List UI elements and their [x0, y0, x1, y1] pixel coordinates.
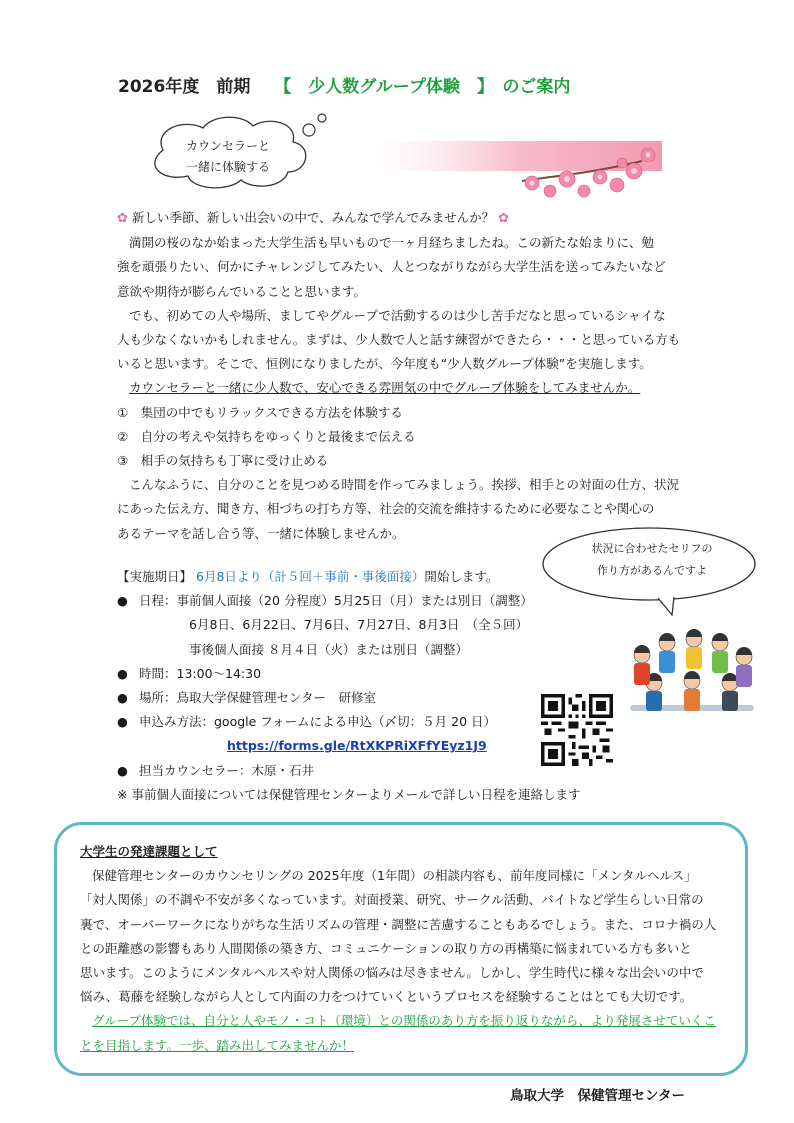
bullet-icon: ● [117, 762, 128, 778]
panel-content [80, 840, 730, 1058]
closing-line: あるテーマを話し合う等、一緒に体験しませんか。 [117, 525, 405, 541]
bullet-icon: ● [117, 665, 128, 681]
footer-organization: 鳥取大学 保健管理センター [510, 1088, 685, 1104]
application-form-link[interactable]: https://forms.gle/RtXKPRiXFfYEyz1J9 [227, 738, 487, 754]
date-line-3: 事後個人面接 ８月４日（火）または別日（調整） [189, 641, 468, 657]
title-year: 2026年度 前期 [118, 77, 251, 97]
date-row [117, 589, 637, 613]
cloud-line-1: カウンセラーと [185, 139, 270, 153]
intro-line: 意欲や期待が膨らんでいることと思います。 [117, 283, 367, 299]
bullet-icon: ● [117, 714, 128, 730]
note-text: ※ 事前個人面接については保健管理センターよりメールで詳しい日程を連絡します [117, 786, 581, 802]
panel-green-line-1: グループ体験では、自分と人やモノ・コト（環境）との関係のあり方を振り返りながら、より発展させていくこ [92, 1013, 716, 1029]
date-line-1: 日程：事前個人面接（20 分程度）5月25日（月）または別日（調整） [139, 593, 533, 609]
period-label: 【実施期日】 [117, 569, 193, 584]
panel-line: との距離感の影響もあり人間関係の築き方、コミュニケーションの取り方の再構築に悩まれている方も多いと [80, 940, 692, 956]
panel-line: 保健管理センターのカウンセリングの 2025年度（1年間）の相談内容も、前年度同様に「メンタルヘルス」 [92, 868, 697, 884]
cloud-text [163, 136, 293, 178]
date-line-2: 6月8日、6月22日、7月6日、7月27日、8月3日 （全５回） [189, 617, 529, 633]
group-counseling-illustration [622, 625, 762, 735]
page-title [118, 72, 570, 97]
cloud-line-2: 一緒に体験する [185, 160, 270, 174]
time-text: 時間：13:00～14:30 [139, 665, 262, 681]
intro-underlined: カウンセラーと一緒に少人数で、安心できる雰囲気の中でグループ体験をしてみませんか。 [129, 380, 641, 396]
intro-lead-row [117, 206, 687, 231]
period-row [117, 565, 637, 589]
point-item: ③ 相手の気持ちも丁寧に受け止める [117, 453, 329, 469]
bullet-icon: ● [117, 690, 128, 706]
place-text: 場所：鳥取大学保健管理センター 研修室 [139, 690, 377, 706]
flower-icon: ✿ [117, 211, 128, 226]
intro-lead: 新しい季節、新しい出会いの中で、みんなで学んでみませんか？ [131, 210, 495, 225]
counselor-text: 担当カウンセラー：木原・石井 [139, 762, 315, 778]
intro-line: 強を頑張りたい、何かにチャレンジしてみたい、人とつながりながら大学生活を送ってみたいなど [117, 259, 666, 275]
schedule-section [117, 565, 637, 807]
time-row [117, 662, 637, 686]
intro-line: でも、初めての人や場所、ましてやグループで活動するのは少し苦手だなと思っているシャイな [129, 307, 666, 323]
flower-icon: ✿ [498, 211, 510, 226]
panel-line: 思います。このようにメンタルヘルスや対人関係の悩みは尽きません。しかし、学生時代に様々な出会いの中で [80, 965, 704, 981]
intro-line: 満開の桜のなか始まった大学生活も早いもので一ヶ月経ちましたね。この新たな始まりに、勉 [129, 235, 655, 251]
bullet-icon: ● [117, 593, 128, 609]
apply-text: 申込み方法：google フォームによる申込（〆切：５月 20 日） [139, 714, 497, 730]
panel-green-line-2: とを目指します。一歩、踏み出してみませんか！ [80, 1037, 355, 1053]
bubble-line-2: 作り方があるんですよ [597, 564, 707, 577]
closing-line: こんなふうに、自分のことを見つめる時間を作ってみましょう。挨拶、相手との対面の仕方、状況 [129, 477, 680, 493]
qr-code-icon[interactable] [541, 694, 613, 766]
closing-line: にあった伝え方、聞き方、相づちの打ち方等、社会的交流を維持するために必要なことや関心の [117, 501, 655, 517]
point-item: ② 自分の考えや気持ちをゆっくりと最後まで伝える [117, 428, 416, 444]
period-value: 6月8日より（計５回＋事前・事後面接） [196, 569, 425, 584]
panel-line: 裏で、オーバーワークになりがちな生活リズムの管理・調整に苦慮することもあるでしょう。また、コロナ禍の人 [80, 916, 717, 932]
panel-line: 悩み、葛藤を経験しながら人として内面の力をつけていくというプロセスを経験することはとても大切です。 [80, 989, 693, 1005]
cherry-blossom-illustration [372, 133, 662, 203]
intro-section [117, 206, 687, 546]
period-tail: 開始します。 [424, 569, 499, 584]
panel-line: 「対人関係」の不調や不安が多くなっています。対面授業、研究、サークル活動、バイトなど学生らしい日常の [80, 892, 704, 908]
point-item: ① 集団の中でもリラックスできる方法を体験する [117, 404, 403, 420]
panel-heading: 大学生の発達課題として [80, 844, 218, 859]
intro-line: 人も少なくないかもしれません。まずは、少人数で人と話す練習ができたら・・・と思っている方も [117, 332, 681, 348]
bubble-line-1: 状況に合わせたセリフの [591, 542, 713, 555]
title-course: 【 少人数グループ体験 】 のご案内 [274, 77, 571, 97]
intro-line: いると思います。そこで、恒例になりましたが、今年度も“少人数グループ体験”を実施します。 [117, 356, 652, 372]
